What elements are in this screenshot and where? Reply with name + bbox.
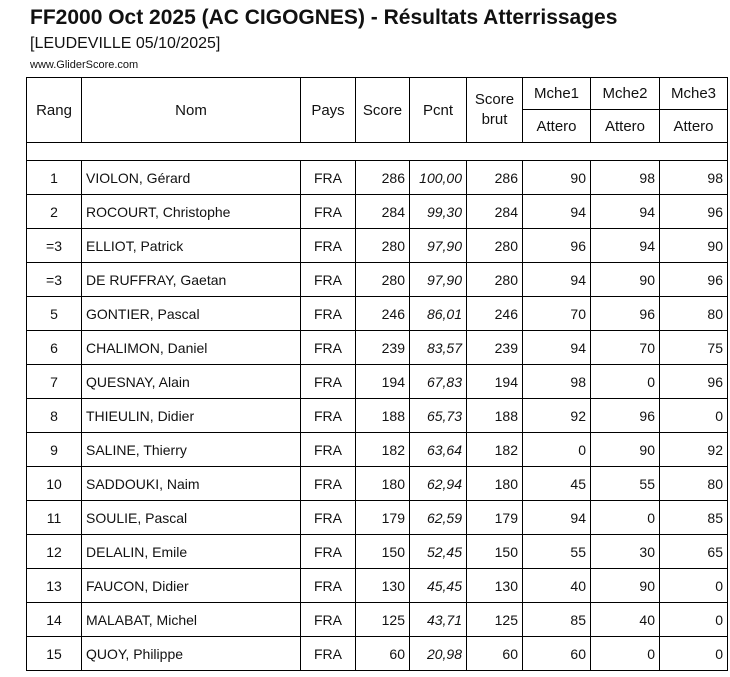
cell-mche2: 94: [591, 229, 660, 263]
cell-mche3: 80: [660, 467, 728, 501]
cell-mche2: 94: [591, 195, 660, 229]
cell-pcnt: 62,94: [410, 467, 467, 501]
cell-pcnt: 20,98: [410, 637, 467, 671]
cell-score-brut: 188: [467, 399, 523, 433]
cell-mche2: 0: [591, 501, 660, 535]
table-row: [27, 399, 728, 433]
cell-score-brut: 280: [467, 263, 523, 297]
cell-nom: THIEULIN, Didier: [82, 399, 301, 433]
cell-score-brut: 125: [467, 603, 523, 637]
table-row: [27, 535, 728, 569]
cell-mche2: 96: [591, 297, 660, 331]
cell-mche2: 90: [591, 569, 660, 603]
cell-pays: FRA: [301, 365, 356, 399]
cell-score-brut: 280: [467, 229, 523, 263]
cell-score-brut: 179: [467, 501, 523, 535]
cell-mche3: 75: [660, 331, 728, 365]
cell-rang: 5: [27, 297, 82, 331]
table-row: [27, 195, 728, 229]
cell-score-brut: 239: [467, 331, 523, 365]
cell-score: 60: [356, 637, 410, 671]
cell-score-brut: 180: [467, 467, 523, 501]
cell-pcnt: 52,45: [410, 535, 467, 569]
results-body: [27, 161, 728, 671]
header-score: Score: [356, 78, 410, 143]
cell-score: 150: [356, 535, 410, 569]
table-row: [27, 467, 728, 501]
table-row: [27, 229, 728, 263]
cell-pays: FRA: [301, 297, 356, 331]
cell-pcnt: 86,01: [410, 297, 467, 331]
cell-rang: 12: [27, 535, 82, 569]
header-spacer: [27, 143, 728, 161]
cell-pays: FRA: [301, 433, 356, 467]
cell-pcnt: 83,57: [410, 331, 467, 365]
cell-nom: GONTIER, Pascal: [82, 297, 301, 331]
cell-mche1: 92: [523, 399, 591, 433]
cell-mche3: 0: [660, 399, 728, 433]
header-score-brut-line1: Score: [474, 91, 515, 108]
cell-score: 280: [356, 263, 410, 297]
cell-pays: FRA: [301, 161, 356, 195]
cell-nom: ELLIOT, Patrick: [82, 229, 301, 263]
cell-pays: FRA: [301, 331, 356, 365]
cell-nom: ROCOURT, Christophe: [82, 195, 301, 229]
header-attero-2: Attero: [591, 110, 660, 143]
cell-mche2: 96: [591, 399, 660, 433]
table-row: [27, 501, 728, 535]
cell-rang: 2: [27, 195, 82, 229]
cell-nom: VIOLON, Gérard: [82, 161, 301, 195]
cell-rang: 11: [27, 501, 82, 535]
cell-score: 280: [356, 229, 410, 263]
cell-rang: 10: [27, 467, 82, 501]
cell-pays: FRA: [301, 535, 356, 569]
header-mche3: Mche3: [660, 78, 728, 110]
cell-nom: DE RUFFRAY, Gaetan: [82, 263, 301, 297]
cell-score-brut: 150: [467, 535, 523, 569]
cell-mche1: 0: [523, 433, 591, 467]
cell-mche2: 0: [591, 365, 660, 399]
cell-score-brut: 286: [467, 161, 523, 195]
table-row: [27, 297, 728, 331]
cell-score: 130: [356, 569, 410, 603]
website-link[interactable]: www.GliderScore.com: [30, 59, 139, 71]
cell-mche1: 85: [523, 603, 591, 637]
cell-mche2: 98: [591, 161, 660, 195]
cell-nom: SOULIE, Pascal: [82, 501, 301, 535]
cell-rang: 14: [27, 603, 82, 637]
header-mche1: Mche1: [523, 78, 591, 110]
cell-score-brut: 182: [467, 433, 523, 467]
cell-mche3: 96: [660, 195, 728, 229]
cell-nom: QUESNAY, Alain: [82, 365, 301, 399]
cell-score: 194: [356, 365, 410, 399]
cell-pays: FRA: [301, 467, 356, 501]
cell-rang: =3: [27, 263, 82, 297]
cell-mche1: 94: [523, 331, 591, 365]
header-pcnt: Pcnt: [410, 78, 467, 143]
cell-score: 125: [356, 603, 410, 637]
cell-mche1: 55: [523, 535, 591, 569]
cell-rang: 15: [27, 637, 82, 671]
cell-pays: FRA: [301, 603, 356, 637]
cell-mche3: 0: [660, 569, 728, 603]
results-table: [26, 77, 728, 671]
cell-score: 239: [356, 331, 410, 365]
cell-mche1: 45: [523, 467, 591, 501]
cell-pays: FRA: [301, 229, 356, 263]
header-mche2: Mche2: [591, 78, 660, 110]
cell-rang: 9: [27, 433, 82, 467]
cell-mche1: 94: [523, 195, 591, 229]
cell-pays: FRA: [301, 195, 356, 229]
cell-mche3: 65: [660, 535, 728, 569]
header-nom: Nom: [82, 78, 301, 143]
cell-pcnt: 62,59: [410, 501, 467, 535]
cell-nom: CHALIMON, Daniel: [82, 331, 301, 365]
cell-score-brut: 194: [467, 365, 523, 399]
cell-mche3: 80: [660, 297, 728, 331]
cell-score: 284: [356, 195, 410, 229]
cell-mche3: 85: [660, 501, 728, 535]
cell-mche1: 98: [523, 365, 591, 399]
cell-rang: 13: [27, 569, 82, 603]
cell-score: 286: [356, 161, 410, 195]
cell-rang: =3: [27, 229, 82, 263]
table-row: [27, 637, 728, 671]
cell-pcnt: 100,00: [410, 161, 467, 195]
cell-nom: QUOY, Philippe: [82, 637, 301, 671]
cell-score-brut: 284: [467, 195, 523, 229]
cell-mche3: 0: [660, 603, 728, 637]
table-row: [27, 603, 728, 637]
cell-score-brut: 130: [467, 569, 523, 603]
cell-mche1: 40: [523, 569, 591, 603]
cell-score: 180: [356, 467, 410, 501]
cell-pays: FRA: [301, 637, 356, 671]
cell-pcnt: 99,30: [410, 195, 467, 229]
header-spacer-row: [27, 143, 728, 161]
table-row: [27, 263, 728, 297]
header-score-brut: [467, 78, 523, 143]
header-pays: Pays: [301, 78, 356, 143]
cell-mche1: 94: [523, 501, 591, 535]
cell-pcnt: 45,45: [410, 569, 467, 603]
table-row: [27, 433, 728, 467]
cell-pays: FRA: [301, 569, 356, 603]
cell-mche2: 30: [591, 535, 660, 569]
cell-pcnt: 67,83: [410, 365, 467, 399]
cell-score: 246: [356, 297, 410, 331]
cell-mche2: 0: [591, 637, 660, 671]
cell-nom: DELALIN, Emile: [82, 535, 301, 569]
cell-score-brut: 246: [467, 297, 523, 331]
cell-mche2: 55: [591, 467, 660, 501]
cell-rang: 8: [27, 399, 82, 433]
cell-mche2: 90: [591, 433, 660, 467]
cell-mche1: 96: [523, 229, 591, 263]
cell-mche1: 94: [523, 263, 591, 297]
header-score-brut-line2: brut: [481, 111, 508, 128]
cell-mche3: 96: [660, 365, 728, 399]
cell-mche2: 70: [591, 331, 660, 365]
header-rang: Rang: [27, 78, 82, 143]
cell-nom: SALINE, Thierry: [82, 433, 301, 467]
cell-score: 182: [356, 433, 410, 467]
cell-mche1: 70: [523, 297, 591, 331]
cell-score: 179: [356, 501, 410, 535]
table-row: [27, 331, 728, 365]
cell-mche2: 40: [591, 603, 660, 637]
event-location-date: [LEUDEVILLE 05/10/2025]: [30, 35, 221, 52]
table-row: [27, 365, 728, 399]
cell-score-brut: 60: [467, 637, 523, 671]
cell-mche3: 98: [660, 161, 728, 195]
cell-mche3: 90: [660, 229, 728, 263]
cell-mche3: 92: [660, 433, 728, 467]
cell-mche2: 90: [591, 263, 660, 297]
header-attero-1: Attero: [523, 110, 591, 143]
cell-pays: FRA: [301, 501, 356, 535]
cell-mche1: 90: [523, 161, 591, 195]
table-row: [27, 569, 728, 603]
header-attero-3: Attero: [660, 110, 728, 143]
cell-mche1: 60: [523, 637, 591, 671]
cell-rang: 7: [27, 365, 82, 399]
cell-score: 188: [356, 399, 410, 433]
cell-pays: FRA: [301, 399, 356, 433]
cell-rang: 6: [27, 331, 82, 365]
cell-pcnt: 65,73: [410, 399, 467, 433]
cell-nom: FAUCON, Didier: [82, 569, 301, 603]
cell-mche3: 0: [660, 637, 728, 671]
cell-pcnt: 43,71: [410, 603, 467, 637]
cell-nom: MALABAT, Michel: [82, 603, 301, 637]
cell-pcnt: 63,64: [410, 433, 467, 467]
cell-mche3: 96: [660, 263, 728, 297]
cell-pcnt: 97,90: [410, 229, 467, 263]
cell-nom: SADDOUKI, Naim: [82, 467, 301, 501]
cell-pcnt: 97,90: [410, 263, 467, 297]
cell-rang: 1: [27, 161, 82, 195]
page-title: FF2000 Oct 2025 (AC CIGOGNES) - Résultats Atterrissages: [30, 6, 618, 29]
cell-pays: FRA: [301, 263, 356, 297]
table-row: [27, 161, 728, 195]
